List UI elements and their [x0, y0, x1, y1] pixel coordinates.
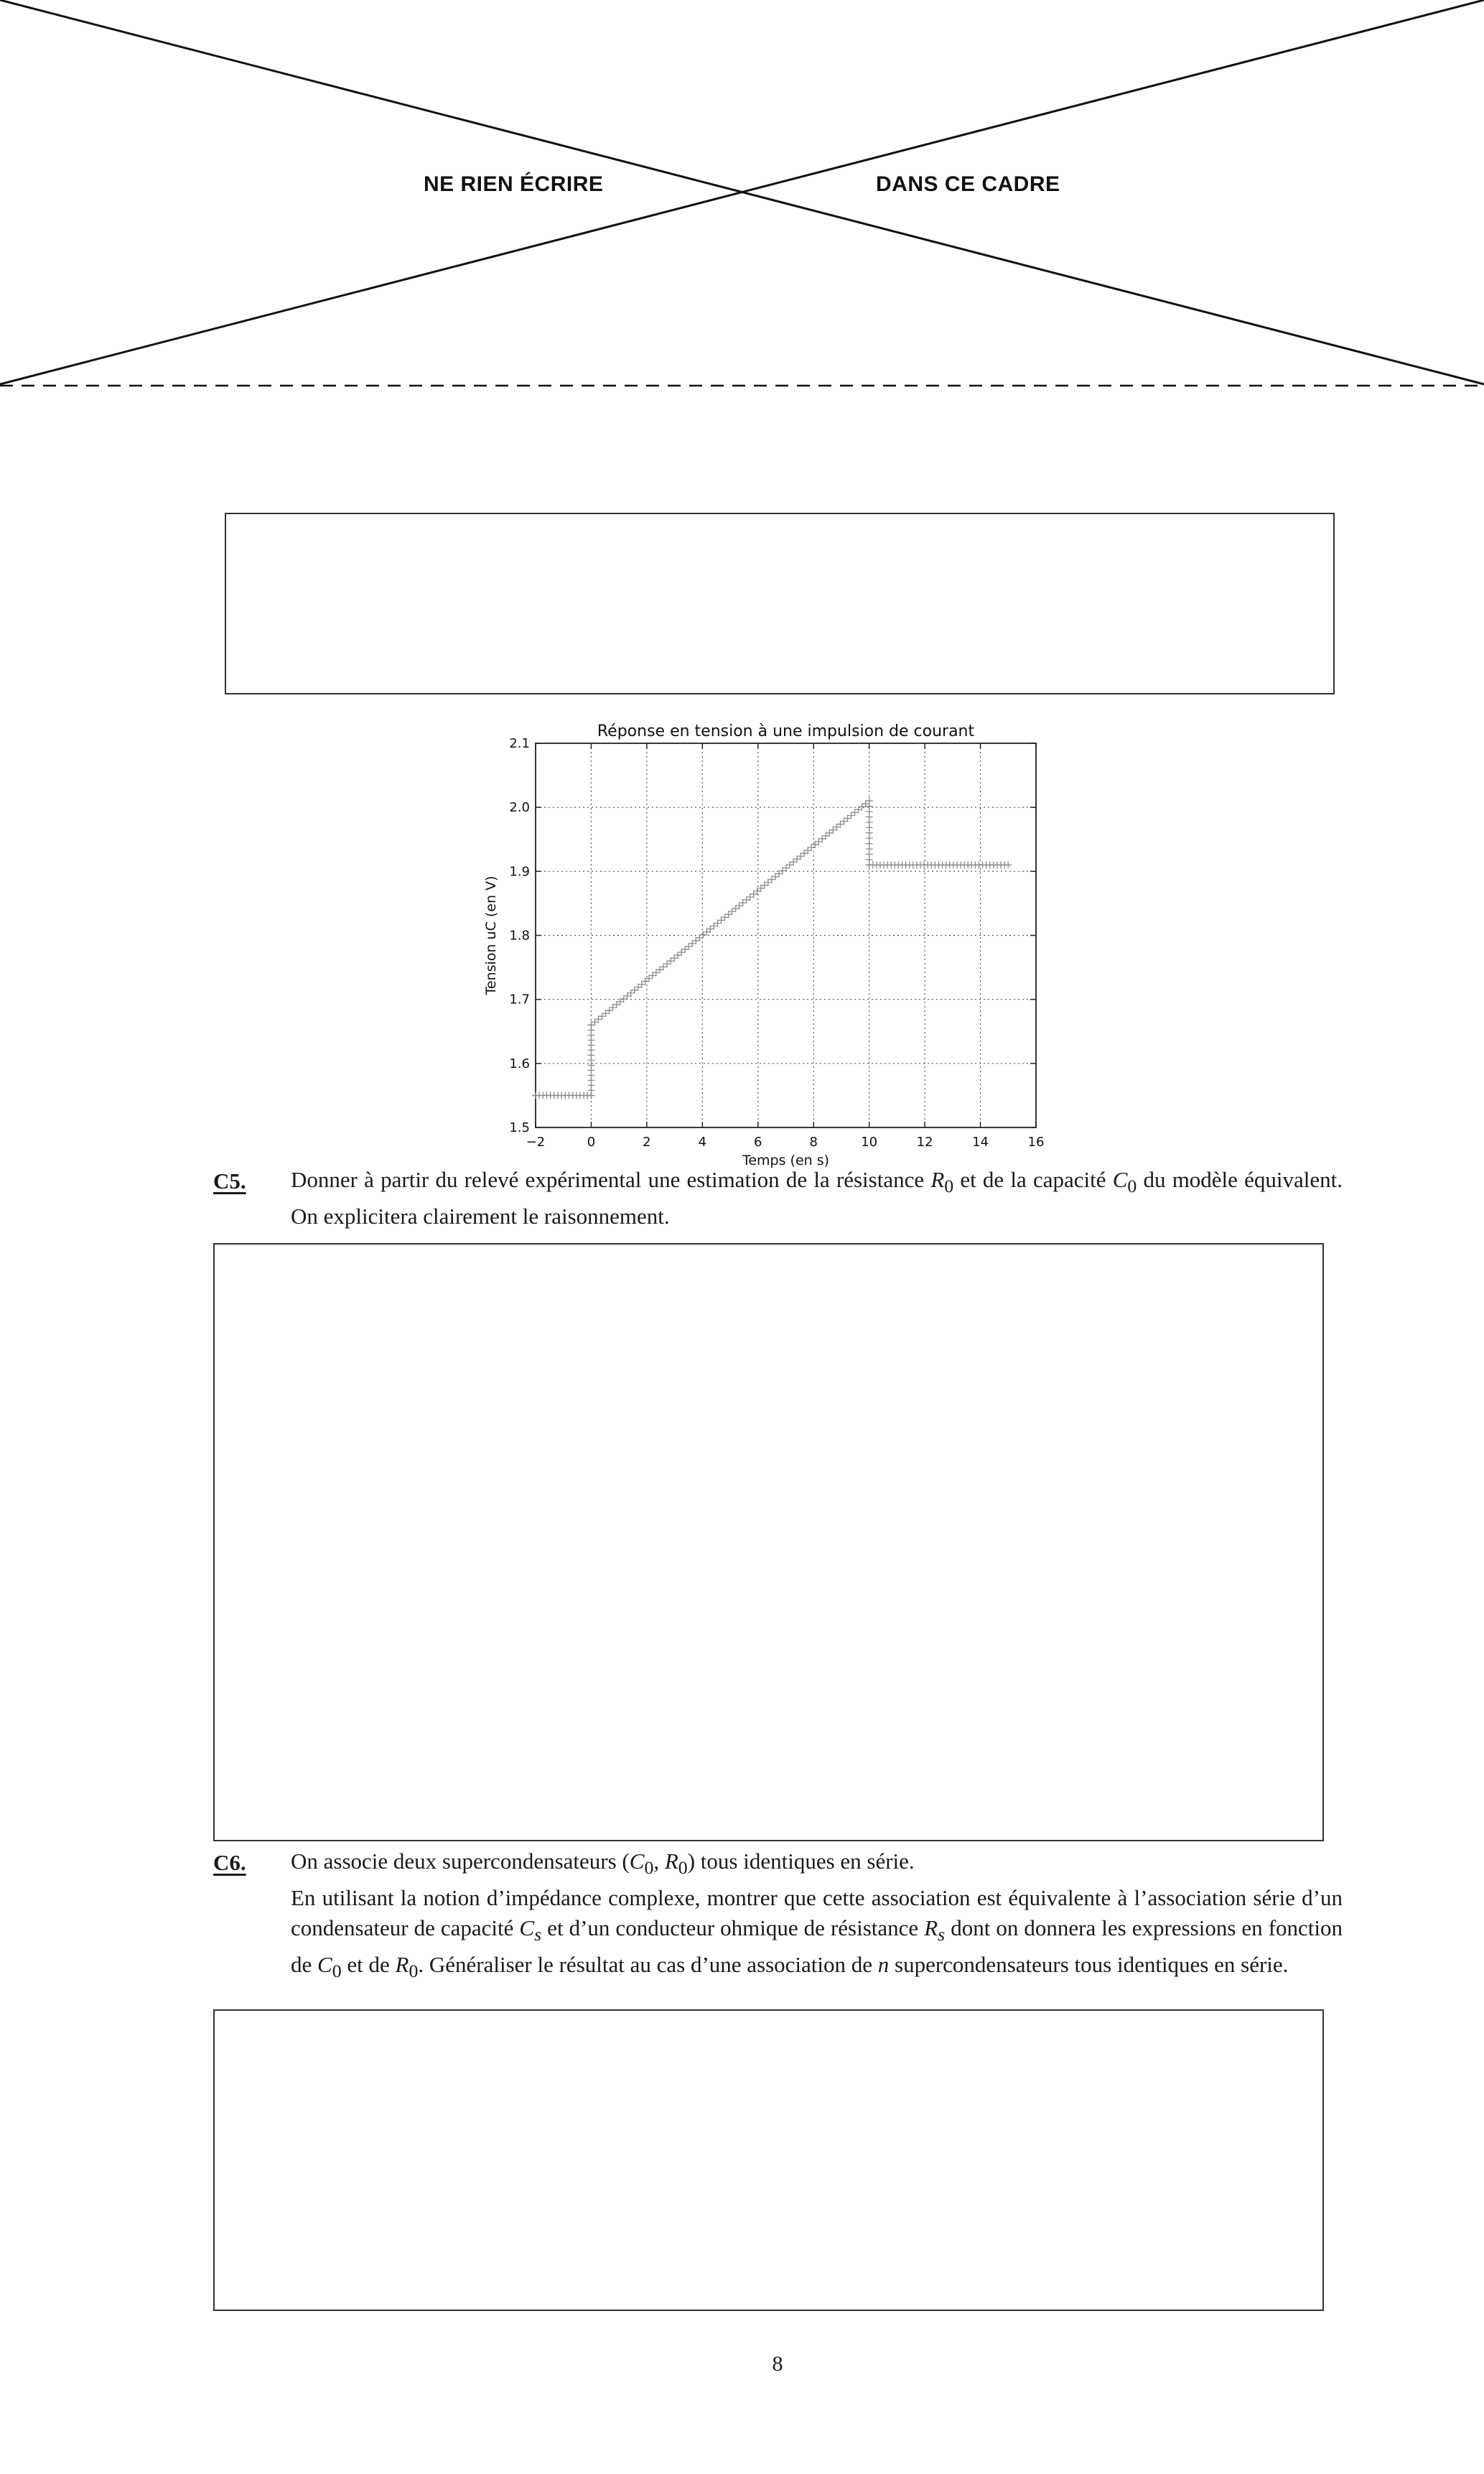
c5-r0-symbol: R: [930, 1167, 945, 1192]
c5-text-3: du modèle équivalent. On explicitera clairement le raisonnement.: [291, 1167, 1343, 1229]
c6-line1-b: ) tous identiques en série.: [687, 1848, 915, 1874]
page-number: 8: [772, 2352, 783, 2376]
c5-c0-symbol: C: [1112, 1167, 1128, 1192]
x-tick-label: 4: [698, 1135, 707, 1150]
x-tick-label: 6: [754, 1135, 762, 1150]
x-tick-label: 2: [643, 1135, 651, 1150]
y-tick-label: 1.9: [509, 864, 530, 880]
y-axis-label: Tension uC (en V): [483, 875, 499, 995]
question-text-c5: [291, 1165, 1343, 1232]
x-tick-label: 0: [587, 1135, 596, 1150]
c6-n-symbol: n: [877, 1952, 890, 1978]
chart-title: Réponse en tension à une impulsion de courant: [597, 722, 975, 740]
question-label-c6: C6.: [213, 1850, 246, 1875]
c5-text-2: et de la capacité: [953, 1167, 1113, 1192]
c6-p2-a: En utilisant la notion d’impédance complexe, montrer que cette association est équivalente à l’association série d’un condensateur de capacité: [291, 1885, 1343, 1941]
y-tick-label: 2.1: [509, 736, 530, 751]
x-axis-label: Temps (en s): [742, 1153, 830, 1168]
x-tick-label: 14: [972, 1135, 989, 1150]
c6-p2-e: . Généraliser le résultat au cas d’une association de: [418, 1952, 878, 1978]
y-tick-label: 1.7: [509, 992, 530, 1008]
voltage-response-chart: [481, 715, 1055, 1178]
y-tick-label: 1.5: [509, 1120, 530, 1135]
c6-p2-f: supercondensateurs tous identiques en série.: [889, 1952, 1289, 1978]
c5-c0-subscript: 0: [1127, 1176, 1137, 1197]
c6-p2-b: et d’un conducteur ohmique de résistance: [541, 1915, 925, 1941]
c6-rs-subscript: s: [938, 1924, 946, 1945]
header-label-left: NE RIEN ÉCRIRE: [424, 172, 604, 196]
question-text-c6: [291, 1846, 1343, 1987]
c6-cs-subscript: s: [534, 1924, 542, 1945]
c6-p2-c: dont on donnera les expressions en fonction de: [291, 1915, 1343, 1978]
c6-r0-subscript: 0: [678, 1857, 688, 1879]
c6-comma: ,: [653, 1848, 665, 1874]
chart-svg: [481, 715, 1055, 1174]
answer-box-c5[interactable]: [213, 1243, 1324, 1841]
c6-rs-symbol: R: [924, 1915, 938, 1941]
c6-c0b-subscript: 0: [332, 1961, 342, 1982]
x-tick-label: −2: [526, 1135, 546, 1150]
y-tick-label: 1.8: [509, 928, 530, 944]
data-point-final: [1004, 861, 1012, 868]
c6-c0-symbol: C: [629, 1848, 645, 1874]
c6-cs-symbol: C: [519, 1915, 535, 1941]
x-tick-label: 8: [809, 1135, 818, 1150]
y-tick-label: 2.0: [509, 800, 530, 816]
x-tick-label: 10: [861, 1135, 878, 1150]
no-write-frame: [0, 0, 1484, 402]
c6-p2-d: et de: [341, 1952, 396, 1978]
x-tick-label: 16: [1027, 1135, 1045, 1150]
answer-box-top[interactable]: [225, 513, 1335, 694]
c6-r0b-subscript: 0: [409, 1961, 419, 1982]
c6-line1-a: On associe deux supercondensateurs (: [291, 1848, 630, 1874]
answer-box-c6[interactable]: [213, 2009, 1324, 2311]
y-tick-label: 1.6: [509, 1056, 530, 1071]
c6-r0-symbol: R: [664, 1848, 678, 1874]
header-label-right: DANS CE CADRE: [876, 172, 1060, 196]
c6-c0-subscript: 0: [644, 1857, 654, 1879]
question-label-c5: C5.: [213, 1168, 246, 1194]
c5-text-1: Donner à partir du relevé expérimental une estimation de la résistance: [291, 1167, 931, 1192]
c6-r0b-symbol: R: [395, 1952, 409, 1978]
x-tick-label: 12: [916, 1135, 933, 1150]
c6-c0b-symbol: C: [317, 1952, 332, 1978]
c5-r0-subscript: 0: [944, 1176, 954, 1197]
